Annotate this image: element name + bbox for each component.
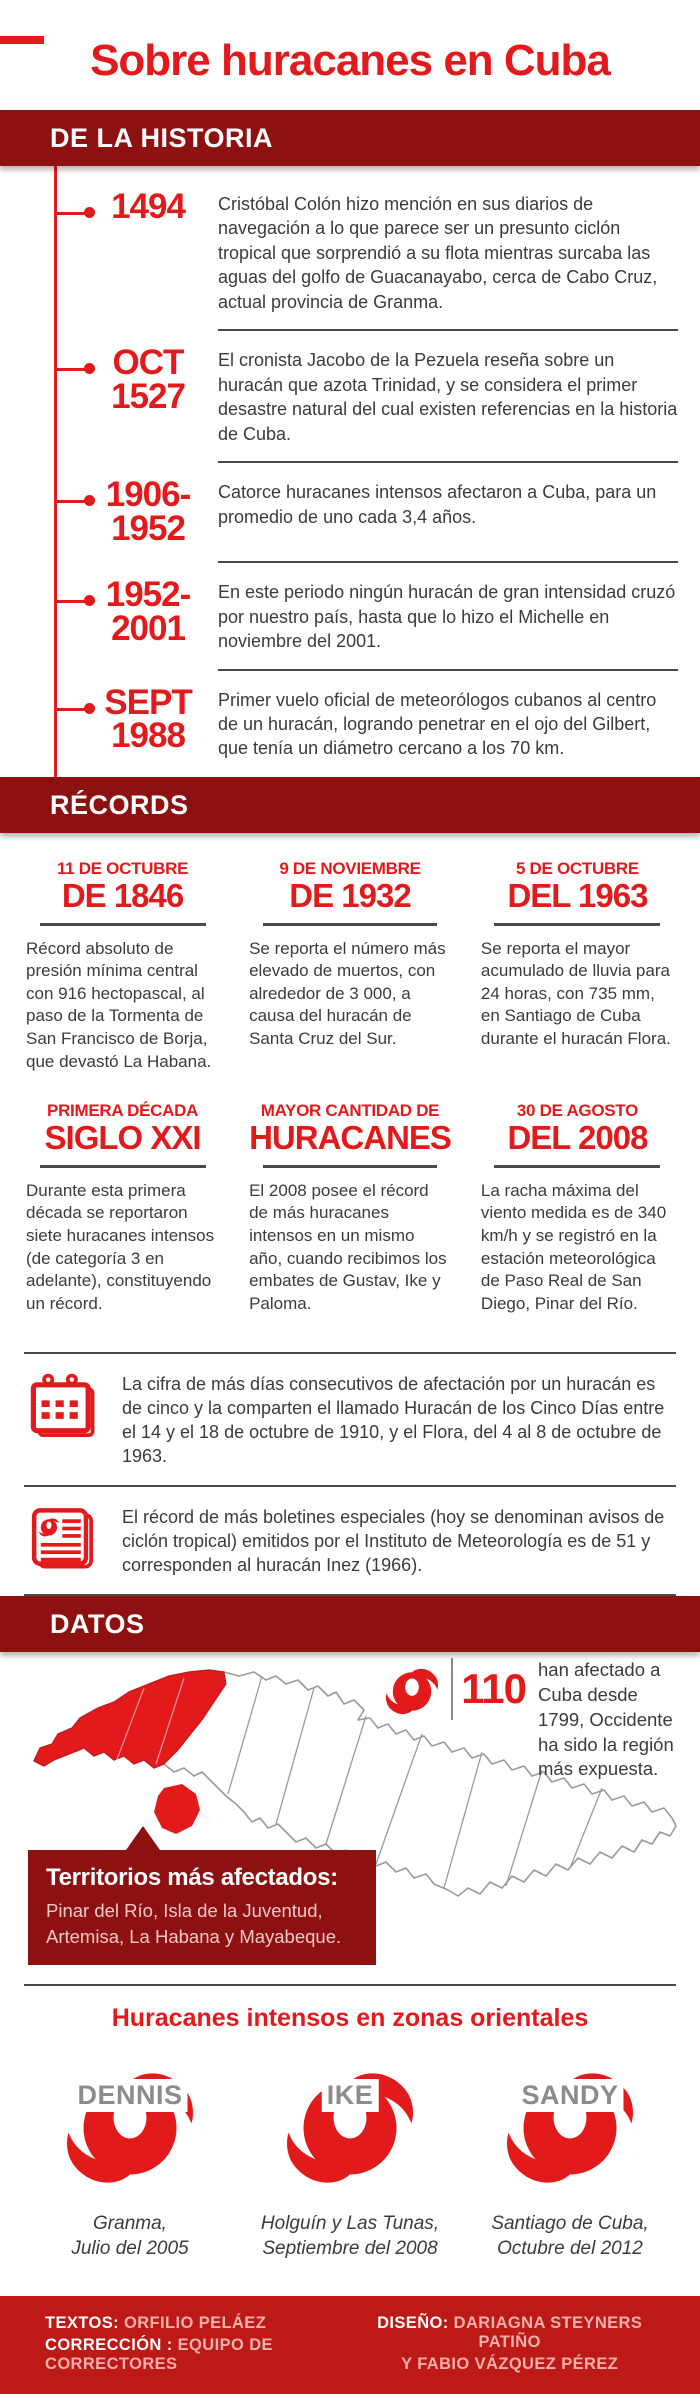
hurricane-sandy xyxy=(460,2047,680,2262)
divider xyxy=(218,669,678,671)
hurricane-caption: Santiago de Cuba, Octubre del 2012 xyxy=(491,2212,649,2260)
timeline-text: Cristóbal Colón hizo mención en sus diarios de navegación a lo que parece ser un presunto ciclón tropical que sorprendió a su flota mientras surcaba las aguas del golfo de Guacanayabo, cerca de Cabo Cruz, actual provincia de Granma. xyxy=(218,194,658,312)
divider xyxy=(40,923,206,926)
divider xyxy=(218,329,678,331)
record-card xyxy=(481,1101,674,1315)
divider xyxy=(451,1658,453,1720)
record-card xyxy=(249,859,451,1073)
credit-textos: TEXTOS: ORFILIO PELÁEZ xyxy=(45,2313,267,2332)
record-kicker: MAYOR CANTIDAD DE xyxy=(260,1101,440,1121)
timeline-text: Primer vuelo oficial de meteorólogos cubanos al centro de un huracán, logrando penetrar en el ojo del Gilbert, que tenía un diámetro cercano a los 70 km. xyxy=(218,689,657,759)
timeline-event xyxy=(0,336,700,456)
record-card xyxy=(481,859,674,1073)
record-kicker: 5 DE OCTUBRE xyxy=(515,858,639,878)
oriental-section-title: Huracanes intensos en zonas orientales xyxy=(111,2003,589,2032)
record-text: La racha máxima del viento medida es de 340 km/h y se registró en la estación meteorológica de Paso Real de San Diego, Pinar del Río. xyxy=(480,1180,667,1313)
page-title: Sobre huracanes en Cuba xyxy=(90,36,610,85)
hurricane-name: IKE xyxy=(322,2079,379,2112)
hurricane-symbol xyxy=(54,2047,206,2197)
hurricane-icon xyxy=(381,1658,443,1720)
stat-value: 110 xyxy=(461,1664,526,1712)
record-title: SIGLO XXI xyxy=(44,1119,201,1157)
timeline-date: 1952- 2001 xyxy=(105,575,191,649)
timeline-event xyxy=(0,180,700,324)
oriental-hurricanes xyxy=(0,2047,700,2262)
cuba-map-section xyxy=(0,1652,700,1984)
timeline-branch xyxy=(54,500,86,503)
records-grid xyxy=(0,833,700,1352)
timeline-branch xyxy=(54,708,86,711)
record-title: DEL 1963 xyxy=(507,876,648,914)
hurricane-caption: Granma, Julio del 2005 xyxy=(71,2212,189,2260)
callouts-section xyxy=(0,1352,700,1596)
record-title: DE 1846 xyxy=(61,876,184,914)
divider xyxy=(263,1165,437,1168)
timeline-text: El cronista Jacobo de la Pezuela reseña sobre un huracán que azota Trinidad, y se considera el primer desastre natural del cual existen referencias en la historia de Cuba. xyxy=(218,350,678,444)
territories-title: Territorios más afectados: xyxy=(46,1863,338,1891)
record-text: Durante esta primera década se reportaron siete huracanes intensos (de categoría 3 en adelante), constituyendo un récord. xyxy=(26,1180,215,1313)
territories-line: Pinar del Río, Isla de la Juventud, xyxy=(46,1899,323,1921)
record-text: Se reporta el número más elevado de muertos, con alrededor de 3 000, a causa del huracán de Santa Cruz del Sur. xyxy=(249,938,446,1048)
credit-correccion: CORRECCIÓN : EQUIPO DE CORRECTORES xyxy=(45,2335,273,2373)
isla-juventud xyxy=(154,1784,200,1834)
hurricane-icon xyxy=(494,2047,646,2197)
hurricane-symbol xyxy=(494,2047,646,2197)
record-kicker: 9 DE NOVIEMBRE xyxy=(279,858,421,878)
record-text: Récord absoluto de presión mínima central con 916 hectopascal, al paso de la Tormenta de San Francisco de Borja, que devastó La Habana. xyxy=(26,938,212,1071)
record-title: DE 1932 xyxy=(289,876,411,914)
stat-text: han afectado a Cuba desde 1799, Occidente ha sido la región más expuesta. xyxy=(538,1658,674,1780)
timeline-date: 1494 xyxy=(111,187,185,226)
timeline-event xyxy=(0,676,700,771)
record-kicker: PRIMERA DÉCADA xyxy=(47,1101,199,1121)
hurricane-name: DENNIS xyxy=(72,2079,187,2112)
divider xyxy=(494,1165,660,1168)
credits-right xyxy=(364,2311,655,2377)
record-text: Se reporta el mayor acumulado de lluvia para 24 horas, con 735 mm, en Santiago de Cuba durante el huracán Flora. xyxy=(480,938,671,1048)
timeline-date: OCT 1527 xyxy=(111,343,185,417)
record-kicker: 11 DE OCTUBRE xyxy=(56,858,189,878)
record-title: DEL 2008 xyxy=(507,1119,648,1157)
calendar-icon xyxy=(26,1370,100,1444)
timeline-date: 1906- 1952 xyxy=(105,475,191,549)
credits-left xyxy=(45,2311,364,2377)
credits-footer xyxy=(0,2296,700,2394)
divider xyxy=(218,561,678,563)
timeline-dot xyxy=(84,207,95,218)
hurricane-ike xyxy=(240,2047,460,2262)
record-kicker: 30 DE AGOSTO xyxy=(516,1101,639,1121)
timeline-branch xyxy=(54,368,86,371)
corner-accent-mark xyxy=(0,36,44,44)
record-title: HURACANES xyxy=(249,1119,451,1157)
divider xyxy=(263,923,437,926)
territories-line: Artemisa, La Habana y Mayabeque. xyxy=(46,1925,342,1947)
callout-text: El récord de más boletines especiales (hoy se denominan avisos de ciclón tropical) emitidos por el Instituto de Meteorología es de 51 y corresponden al huracán Inez (1966). xyxy=(122,1506,665,1576)
hurricane-icon xyxy=(54,2047,206,2197)
stat-cluster xyxy=(381,1658,526,1720)
timeline-section xyxy=(0,166,700,777)
section-header-records: RÉCORDS xyxy=(0,777,700,833)
credit-diseno-line2: Y FABIO VÁZQUEZ PÉREZ xyxy=(401,2354,619,2373)
hurricane-dennis xyxy=(20,2047,240,2262)
record-text: El 2008 posee el récord de más huracanes intensos en un mismo año, cuando recibimos los embates de Gustav, Ike y Paloma. xyxy=(249,1180,447,1313)
hurricane-name: SANDY xyxy=(516,2079,623,2112)
hurricane-icon xyxy=(274,2047,426,2197)
section-header-historia: DE LA HISTORIA xyxy=(0,110,700,166)
section-header-datos: DATOS xyxy=(0,1596,700,1652)
timeline-dot xyxy=(84,703,95,714)
timeline-text: En este periodo ningún huracán de gran intensidad cruzó por nuestro país, hasta que lo hizo el Michelle en noviembre del 2001. xyxy=(218,582,676,652)
timeline-event xyxy=(0,568,700,663)
hurricane-symbol xyxy=(274,2047,426,2197)
timeline-branch xyxy=(54,600,86,603)
callout-bulletins-record xyxy=(24,1485,676,1596)
divider xyxy=(24,1984,676,1986)
timeline-branch xyxy=(54,212,86,215)
territories-callout xyxy=(28,1850,376,1966)
record-card xyxy=(249,1101,451,1315)
callout-text: La cifra de más días consecutivos de afectación por un huracán es de cinco y la comparten el llamado Huracán de los Cinco Días entre el 14 y el 18 de octubre de 1910, y el Flora, del 4 al 8 de octubre de 1963. xyxy=(122,1373,665,1467)
timeline-date: SEPT 1988 xyxy=(104,682,192,756)
callout-days-record xyxy=(24,1352,676,1485)
divider xyxy=(494,923,660,926)
credit-diseno: DISEÑO: DARIAGNA STEYNERS PATIÑO xyxy=(377,2313,643,2351)
record-card xyxy=(26,859,219,1073)
hurricane-count-stat xyxy=(381,1658,688,1783)
timeline-event xyxy=(0,468,700,556)
hurricane-caption: Holguín y Las Tunas, Septiembre del 2008 xyxy=(260,2212,440,2260)
divider xyxy=(218,461,678,463)
timeline-text: Catorce huracanes intensos afectaron a Cuba, para un promedio de uno cada 3,4 años. xyxy=(218,482,657,527)
divider xyxy=(40,1165,206,1168)
infographic-page xyxy=(0,36,700,2373)
record-card xyxy=(26,1101,219,1315)
newspaper-icon xyxy=(26,1503,100,1577)
